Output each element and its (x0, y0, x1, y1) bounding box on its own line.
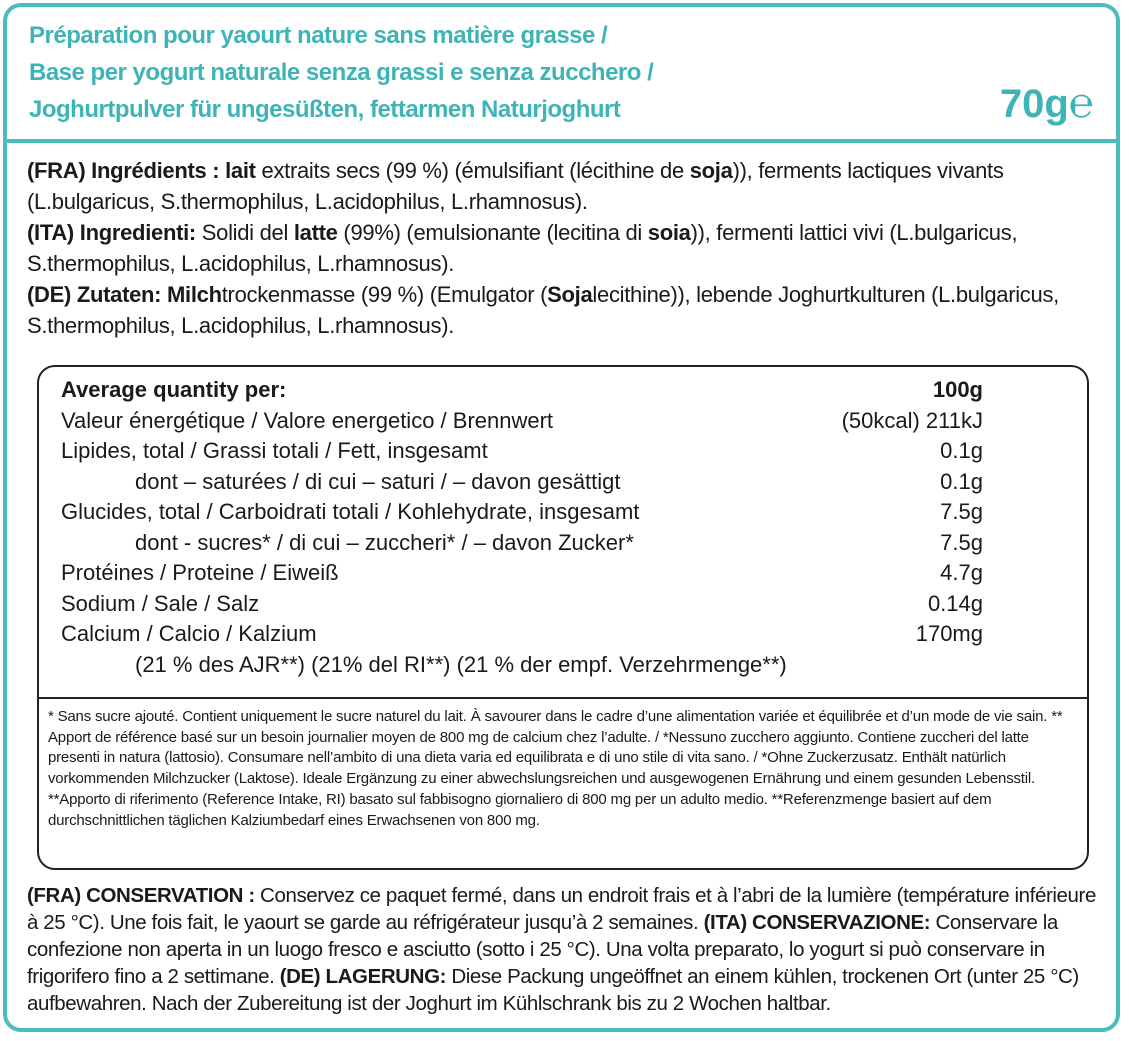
nutrition-panel (37, 365, 1089, 870)
ingredients-ita-text: (99%) (emulsionante (lecitina di (337, 220, 648, 245)
ingredients-fra (27, 155, 1102, 217)
nutrition-row-sugars (61, 528, 983, 559)
nutrition-label: (21 % des AJR**) (21% del RI**) (21 % der empf. Verzehrmenge**) (135, 651, 787, 677)
nutrition-label: dont – saturées / di cui – saturi / – davon gesättigt (135, 468, 621, 494)
nutrition-label: Glucides, total / Carboidrati totali / Kohlehydrate, insgesamt (61, 499, 640, 524)
allergen-soy-de: Soja (547, 282, 593, 307)
storage-de-text: Diese Packung ungeöffnet an einem kühlen, trockenen Ort (unter 25 °C) aufbewahren. Nach der Zubereitung ist der Joghurt im Kühlschrank bis zu 2 Wochen haltbar. (27, 965, 1079, 1015)
nutrition-divider (39, 697, 1087, 699)
product-title-de: Joghurtpulver für ungesüßten, fettarmen Naturjoghurt (29, 96, 621, 123)
nutrition-footnote: * Sans sucre ajouté. Contient uniquement le sucre naturel du lait. À savourer dans le cadre d’une alimentation variée et équilibrée et d’un mode de vie sain. ** Apport de référence basé sur un besoin journalier moyen de 800 mg de calcium chez l’adulte. / *Nessuno zucchero aggiunto. Contiene zuccheri del latte presenti in natura (lattosio). Consumare nell’ambito di una dieta varia ed equilibrata e di uno stile di vita sano. / *Ohne Zuckerzusatz. Enthält natürlich vorkommenden Milchzucker (Laktose). Ideale Ergänzung zu einer abwechslungsreichen und ausgewogenen Ernährung und einem gesunden Lebensstil. **Apporto di riferimento (Reference Intake, RI) basato sul fabbisogno giornaliero di 800 mg per un adulto medio. **Referenzmenge basiert auf dem durchschnittlichen täglichen Kalziumbedarf eines Erwachsenen von 800 mg. (48, 708, 1063, 829)
nutrition-table (61, 375, 983, 680)
nutrition-value: 4.7g (940, 560, 983, 585)
nutrition-row-calcium (61, 619, 983, 650)
nutrition-label: Sodium / Sale / Salz (61, 590, 260, 616)
nutrition-value: 0.14g (927, 590, 983, 616)
storage-fra-heading: (FRA) CONSERVATION : (27, 884, 255, 907)
nutrition-value: 7.5g (940, 529, 983, 555)
allergen-soy-ita: soia (647, 220, 691, 245)
nutrition-row-saturates (61, 467, 983, 498)
ingredients-de-text: trockenmasse (99 %) (Emulgator ( (221, 282, 548, 307)
ingredients-ita (27, 217, 1102, 279)
product-title-fr: Préparation pour yaourt nature sans matière grasse / (29, 22, 608, 49)
allergen-milk-ita: latte (293, 220, 338, 245)
nutrition-header-label: Average quantity per: (61, 377, 287, 402)
storage-section (27, 882, 1107, 1017)
ingredients-de (27, 279, 1102, 341)
nutrition-row-calcium-ri (61, 650, 983, 681)
label-header (7, 7, 1116, 143)
net-weight-value: 70g (999, 82, 1069, 126)
net-weight (1000, 79, 1094, 128)
nutrition-label: Calcium / Calcio / Kalzium (61, 621, 317, 646)
product-title-it: Base per yogurt naturale senza grassi e senza zucchero / (29, 59, 654, 86)
nutrition-value: 7.5g (940, 499, 983, 524)
ingredients-ita-text-start: Solidi del (195, 220, 294, 245)
nutrition-value: (50kcal) 211kJ (841, 407, 983, 433)
nutrition-row-fat (61, 436, 983, 467)
allergen-milk-fra: lait (225, 158, 256, 183)
nutrition-row-energy (61, 406, 983, 437)
storage-ita-text: Conservare la confezione non aperta in un luogo fresco e asciutto (sotto i 25 °C). Una volta preparato, lo yogurt si può conservare in frigorifero fino a 2 settimane. (27, 911, 1058, 988)
nutrition-header-row (61, 375, 983, 406)
allergen-soy-fra: soja (689, 158, 733, 183)
allergen-milk-de: Milch (167, 282, 222, 307)
storage-fra-text: Conservez ce paquet fermé, dans un endroit frais et à l’abri de la lumière (température inférieure à 25 °C). Une fois fait, le yaourt se garde au réfrigérateur jusqu’à 2 semaines. (27, 884, 1096, 934)
nutrition-value: 0.1g (940, 438, 983, 463)
ingredients-fra-text-end: )), ferments lactiques vivants (L.bulgaricus, S.thermophilus, L.acidophilus, L.rhamnosus). (27, 158, 1004, 214)
ingredients-fra-text: extraits secs (99 %) (émulsifiant (lécithine de (255, 158, 690, 183)
nutrition-value: 170mg (915, 621, 983, 646)
estimated-sign-icon: ℮ (1068, 78, 1094, 127)
nutrition-header-value: 100g (932, 377, 983, 402)
ingredients-de-text-end: lecithine)), lebende Joghurtkulturen (L.bulgaricus, S.thermophilus, L.acidophilus, L.rhamnosus). (27, 282, 1059, 338)
nutrition-row-salt (61, 589, 983, 620)
storage-de-heading: (DE) LAGERUNG: (279, 965, 447, 988)
ingredients-de-heading: (DE) Zutaten: (27, 282, 168, 307)
nutrition-row-carbohydrate (61, 497, 983, 528)
nutrition-label: Valeur énergétique / Valore energetico / Brennwert (61, 407, 554, 433)
ingredients-fra-heading: (FRA) Ingrédients : (27, 158, 226, 183)
product-label (3, 3, 1120, 1032)
ingredients-section (27, 155, 1102, 341)
nutrition-row-protein (61, 558, 983, 589)
nutrition-label: Lipides, total / Grassi totali / Fett, insgesamt (61, 438, 488, 463)
product-titles (29, 17, 653, 128)
nutrition-label: dont - sucres* / di cui – zuccheri* / – davon Zucker* (135, 529, 634, 555)
nutrition-label: Protéines / Proteine / Eiweiß (61, 560, 339, 585)
ingredients-ita-text-end: )), fermenti lattici vivi (L.bulgaricus, S.thermophilus, L.acidophilus, L.rhamnosus). (27, 220, 1018, 276)
nutrition-value: 0.1g (940, 468, 983, 494)
ingredients-ita-heading: (ITA) Ingredienti: (27, 220, 196, 245)
storage-ita-heading: (ITA) CONSERVAZIONE: (703, 911, 931, 934)
